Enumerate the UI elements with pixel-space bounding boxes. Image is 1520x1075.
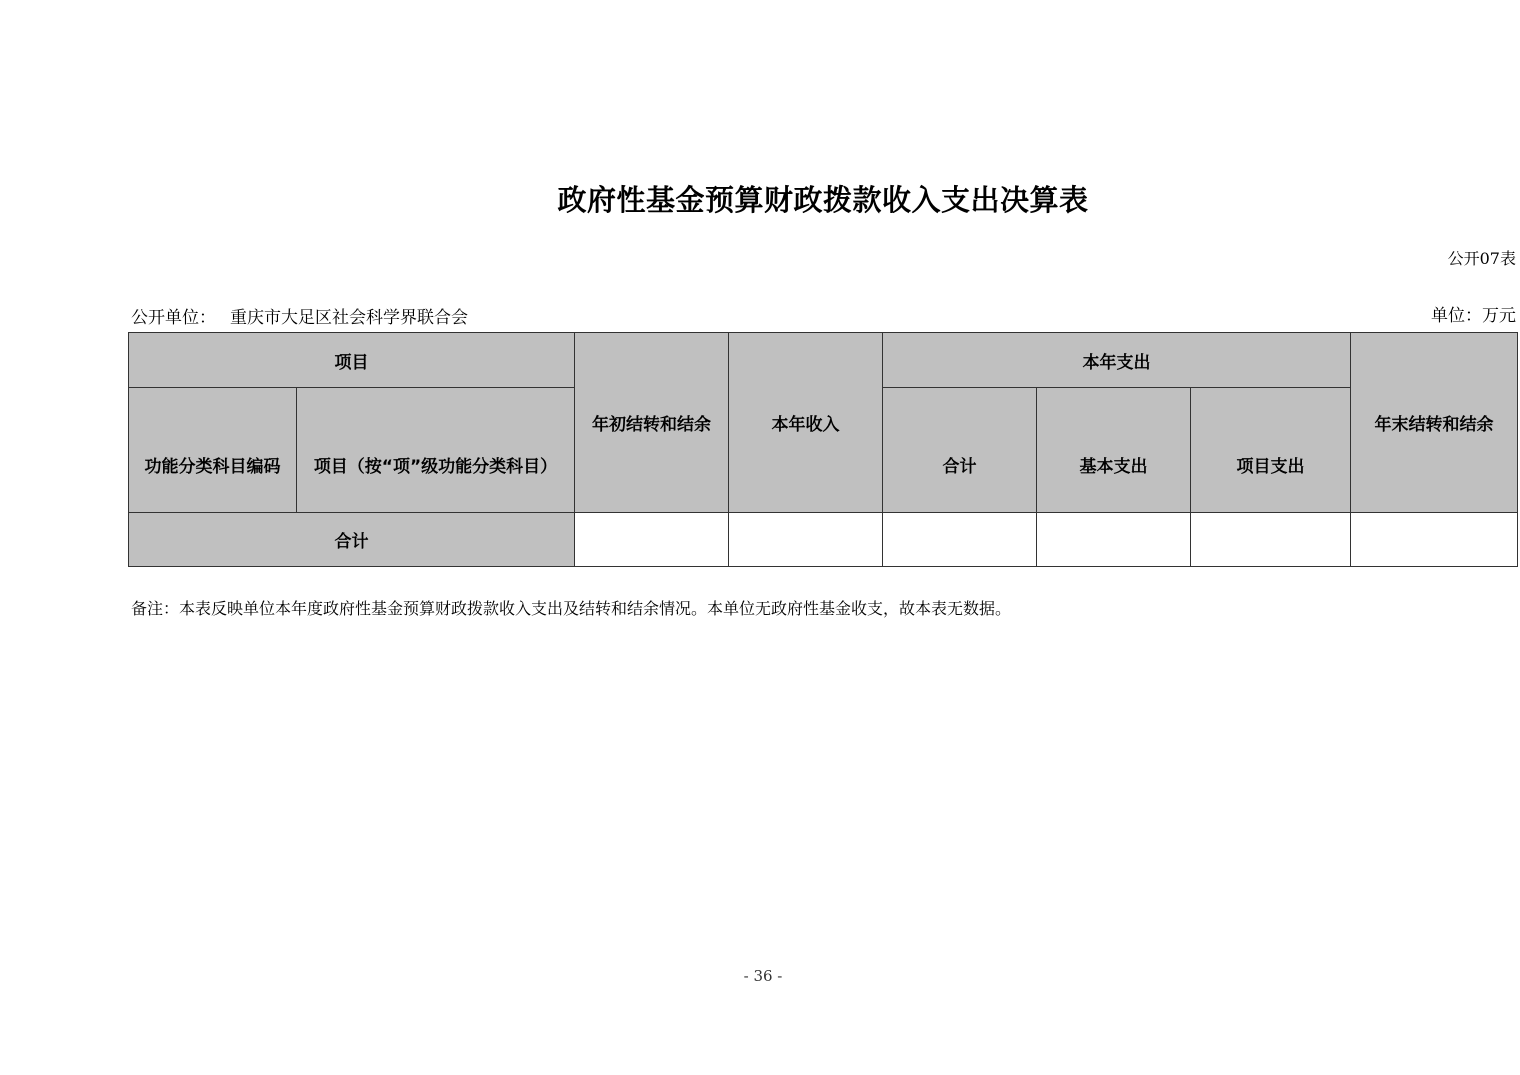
header-current-expense: 本年支出: [883, 333, 1351, 388]
header-func-code: 功能分类科目编码: [129, 388, 297, 513]
header-closing-balance: 年末结转和结余: [1351, 333, 1518, 513]
reporting-unit-name: 重庆市大足区社会科学界联合会: [230, 308, 468, 328]
total-row-label: 合计: [129, 513, 575, 567]
fund-budget-table: [128, 332, 1518, 567]
document-title: 政府性基金预算财政拨款收入支出决算表: [557, 183, 1089, 217]
header-basic-expense: 基本支出: [1037, 388, 1191, 513]
reporting-unit-label: 公开单位：: [131, 308, 216, 328]
form-code: 公开07表: [1447, 249, 1516, 268]
cell-basic-expense: [1037, 513, 1191, 567]
cell-total: [883, 513, 1037, 567]
cell-opening-balance: [575, 513, 729, 567]
cell-closing-balance: [1351, 513, 1518, 567]
currency-unit: 单位：万元: [1431, 306, 1516, 326]
header-opening-balance: 年初结转和结余: [575, 333, 729, 513]
header-total: 合计: [883, 388, 1037, 513]
table-note: 备注：本表反映单位本年度政府性基金预算财政拨款收入支出及结转和结余情况。本单位无政府性基金收支，故本表无数据。: [131, 599, 1012, 618]
header-project-expense: 项目支出: [1191, 388, 1351, 513]
page-number: - 36 -: [743, 967, 783, 985]
reporting-unit: [131, 303, 468, 328]
header-row-1: [129, 333, 1518, 388]
header-item: 项目: [129, 333, 575, 388]
table-row: [129, 513, 1518, 567]
header-current-income: 本年收入: [729, 333, 883, 513]
header-item-detail: 项目（按“项”级功能分类科目）: [297, 388, 575, 513]
cell-project-expense: [1191, 513, 1351, 567]
cell-current-income: [729, 513, 883, 567]
